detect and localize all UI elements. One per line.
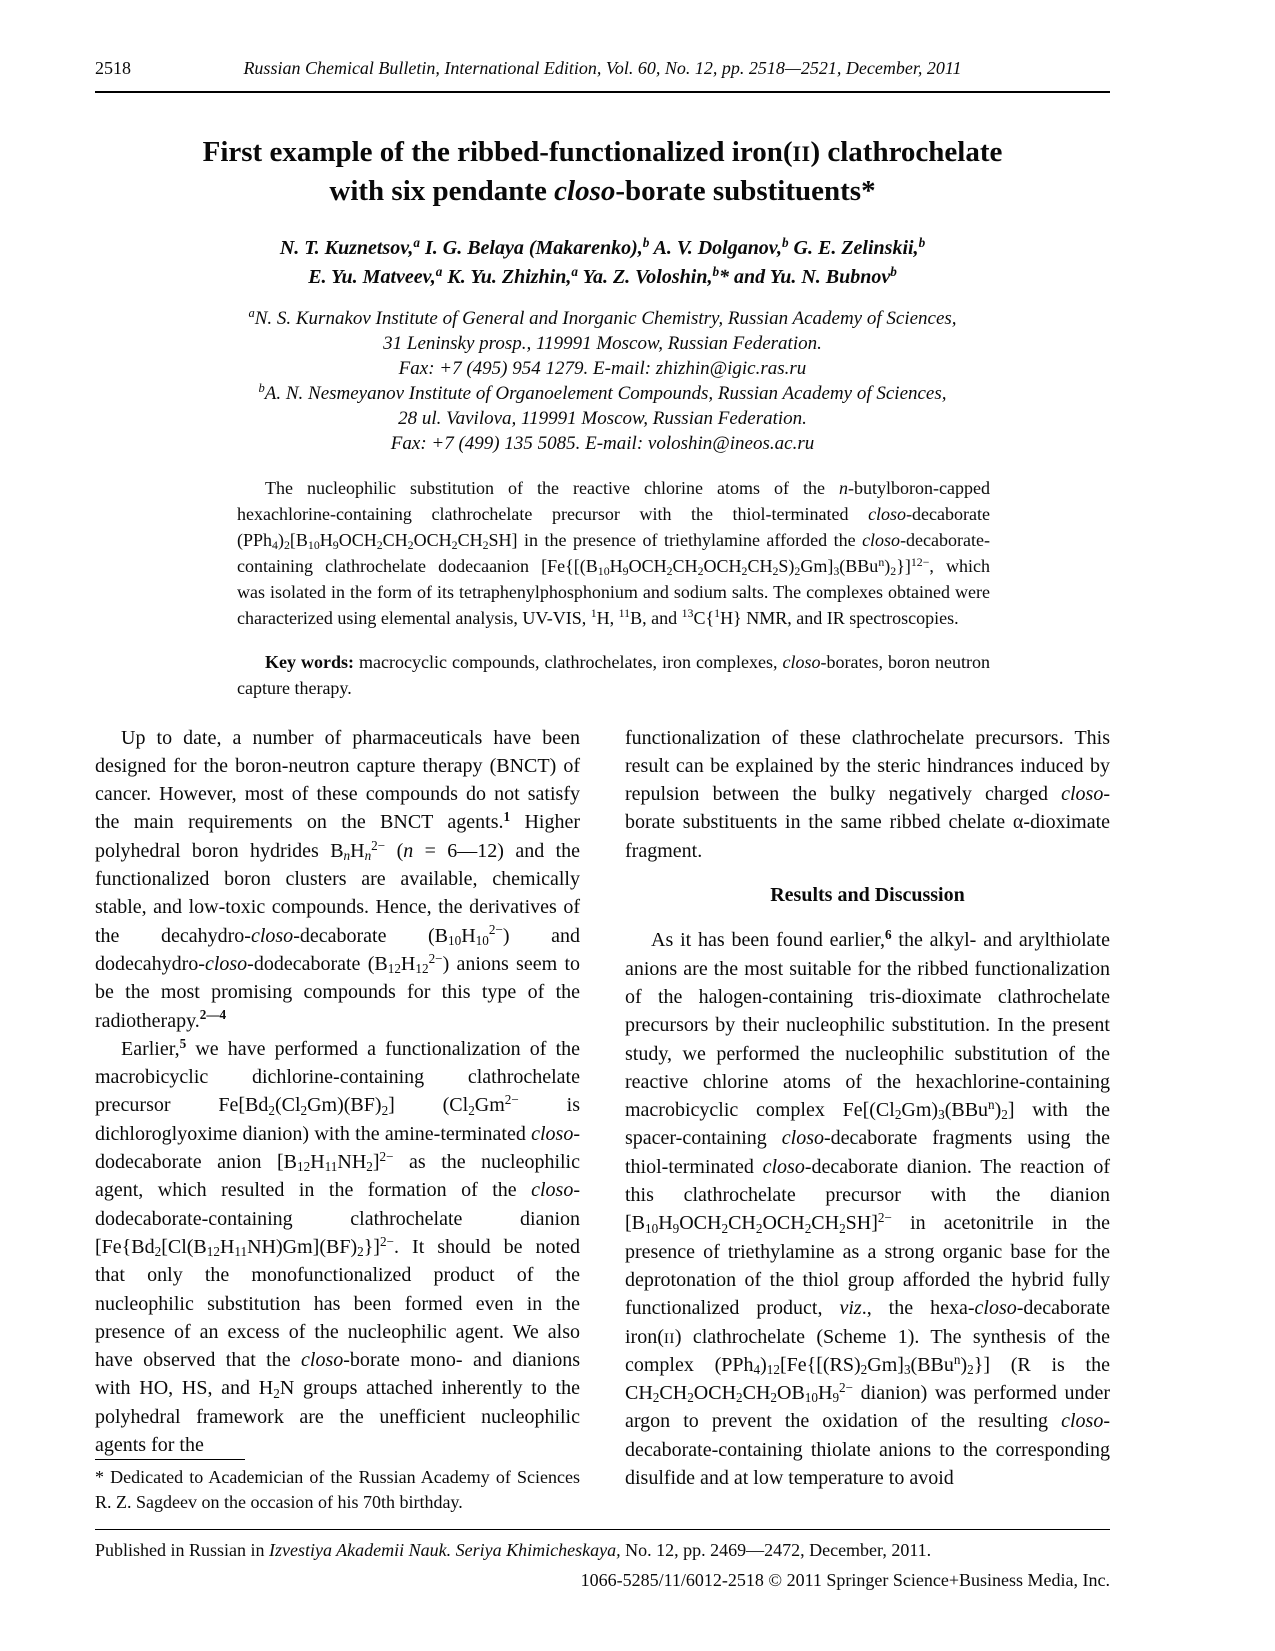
keywords — [237, 650, 990, 702]
affiliations-block — [95, 306, 1110, 456]
body-paragraph: As it has been found earlier,$^6$ the alkyl- and arylthiolate anions are the most suitable for the ribbed functionalization of the halogen-containing tris-dioximate clathrochelate precursors by their nucleophilic substitution. In the present study, we performed the nucleophilic substitution of the reactive chlorine atoms of the hexachlorine-containing macrobicyclic complex $Fe[(Cl_2Gm)_3(BBu^n)_2]$ with the spacer-containing closo-decaborate fragments using the thiol-terminated closo-decaborate dianion. The reaction of this clathrochelate precursor with the dianion $[B_{10}H_9OCH_2CH_2OCH_2CH_2SH]^{2-}$ in acetonitrile in the presence of triethylamine as a strong organic base for the deprotonation of the thiol group afforded the hybrid fully functionalized product, viz., the hexa-closo-decaborate iron(II) clathrochelate (Scheme 1). The synthesis of the complex $(PPh_4)_{12}[Fe\{[(RS)_2Gm]_3(BBu^n)_2\}]$ (R is the $CH_2CH_2OCH_2CH_2OB_{10}H_9^{2-}$ dianion) was performed under argon to prevent the oxidation of the resulting closo-decaborate-containing thiolate anions to the corresponding disulfide and at low temperature to avoid — [625, 927, 1111, 1490]
footer-copyright-line: 1066-5285/11/6012-2518 © 2011 Springer Science+Business Media, Inc. — [580, 1569, 1110, 1590]
section-heading-results: Results and Discussion — [770, 884, 965, 907]
affiliation-line: 31 Leninsky prosp., 119991 Moscow, Russian Federation. — [383, 332, 822, 354]
affiliation-line: $^a$N. S. Kurnakov Institute of General and Inorganic Chemistry, Russian Academy of Sciences, — [248, 305, 957, 329]
footnote-text: * Dedicated to Academician of the Russian Academy of Sciences R. Z. Sagdeev on the occasion of his 70th birthday. — [95, 1467, 580, 1513]
abstract — [237, 476, 990, 631]
affiliation-line: $^b$A. N. Nesmeyanov Institute of Organoelement Compounds, Russian Academy of Sciences, — [258, 381, 947, 405]
affiliation-line: Fax: +7 (495) 954 1279. E-mail: zhizhin@igic.ras.ru — [398, 358, 807, 380]
page-number: 2518 — [95, 58, 131, 78]
body-right-column — [625, 724, 1110, 1515]
footnote-rule — [95, 1459, 245, 1460]
footnote — [95, 1459, 580, 1515]
article-title-line1: First example of the ribbed-functionalized iron(II) clathrochelate — [202, 136, 1003, 168]
article-title-line2: with six pendante closo-borate substituents* — [329, 175, 876, 208]
article-title — [95, 133, 1110, 212]
affiliation-line: 28 ul. Vavilova, 119991 Moscow, Russian Federation. — [398, 408, 807, 430]
keywords-text: Key words: macrocyclic compounds, clathrochelates, iron complexes, closo-borates, boron neutron capture therapy. — [237, 651, 990, 698]
header-rule — [95, 91, 1110, 93]
body-paragraph: Earlier,$^5$ we have performed a functionalization of the macrobicyclic dichlorine-containing clathrochelate precursor $Fe[Bd_2(Cl_2Gm)(BF)_2]$ ($Cl_2Gm^{2-}$ is dichloroglyoxime dianion) with the amine-terminated closo-dodecaborate anion $[B_{12}H_{11}NH_2]^{2-}$ as the nucleophilic agent, which resulted in the formation of the closo-dodecaborate-containing clathrochelate dianion $[Fe\{Bd_2[Cl(B_{12}H_{11}NH)Gm](BF)_2\}]^{2-}$. It should be noted that only the monofunctionalized product of the nucleophilic substitution has been formed even in the presence of an excess of the nucleophilic agent. We also have observed that the closo-borate mono- and dianions with HO, HS, and $H_2N$ groups attached inherently to the polyhedral framework are the unefficient nucleophilic agents for the — [95, 1035, 581, 1457]
affiliation-line: Fax: +7 (499) 135 5085. E-mail: voloshin@ineos.ac.ru — [390, 433, 815, 455]
body-paragraph: functionalization of these clathrochelate precursors. This result can be explained by the steric hindrances induced by repulsion between the bulky negatively charged closo-borate substituents in the same ribbed chelate α-dioximate fragment. — [625, 726, 1110, 862]
body-left-column — [95, 724, 580, 1515]
abstract-text: The nucleophilic substitution of the reactive chlorine atoms of the n-butylboron-capped hexachlorine-containing clathrochelate precursor with the thiol-terminated closo-decaborate $(PPh_4)_2[B_{10}H_9OCH_2CH_2OCH_2CH_2SH]$ in the presence of triethylamine afforded the closo-decaborate-containing clathrochelate dodecaanion $[Fe\{[(B_{10}H_9OCH_2CH_2OCH_2CH_2S)_2Gm]_3(BBu^n)_2\}]^{12-}$, which was isolated in the form of its tetraphenylphosphonium and sodium salts. The complexes obtained were characterized using elemental analysis, UV-VIS, $^1$H, $^{11}$B, and $^{13}$C{$^1$H} NMR, and IR spectroscopies. — [237, 478, 990, 628]
body-columns — [95, 724, 1110, 1515]
authors-line1: N. T. Kuznetsov,$^a$ I. G. Belaya (Makarenko),$^b$ A. V. Dolganov,$^b$ G. E. Zelinskii,$^b$ — [279, 234, 926, 259]
authors-line2: E. Yu. Matveev,$^a$ K. Yu. Zhizhin,$^a$ Ya. Z. Voloshin,$^b$* and Yu. N. Bubnov$^b$ — [308, 263, 897, 288]
body-paragraph: Up to date, a number of pharmaceuticals have been designed for the boron-neutron capture therapy (BNCT) of cancer. However, most of these compounds do not satisfy the main requirements on the BNCT agents.$^1$ Higher polyhedral boron hydrides $B_nH_n^{2-}$ (n = 6—12) and the functionalized boron clusters are available, chemically stable, and low-toxic compounds. Hence, the derivatives of the decahydro-closo-decaborate $(B_{10}H_{10}^{2-})$ and dodecahydro-closo-dodecaborate $(B_{12}H_{12}^{2-})$ anions seem to be the most promising compounds for this type of the radiotherapy.$^{2—4}$ — [95, 726, 581, 1032]
journal-running-title: Russian Chemical Bulletin, International Edition, Vol. 60, No. 12, pp. 2518—2521, December, 2011 — [243, 58, 962, 78]
authors-block — [95, 234, 1110, 292]
footer-published-line: Published in Russian in Izvestiya Akademii Nauk. Seriya Khimicheskaya, No. 12, pp. 2469—2472, December, 2011. — [95, 1539, 932, 1560]
footer-rule — [95, 1529, 1110, 1530]
page-header — [95, 58, 1110, 84]
